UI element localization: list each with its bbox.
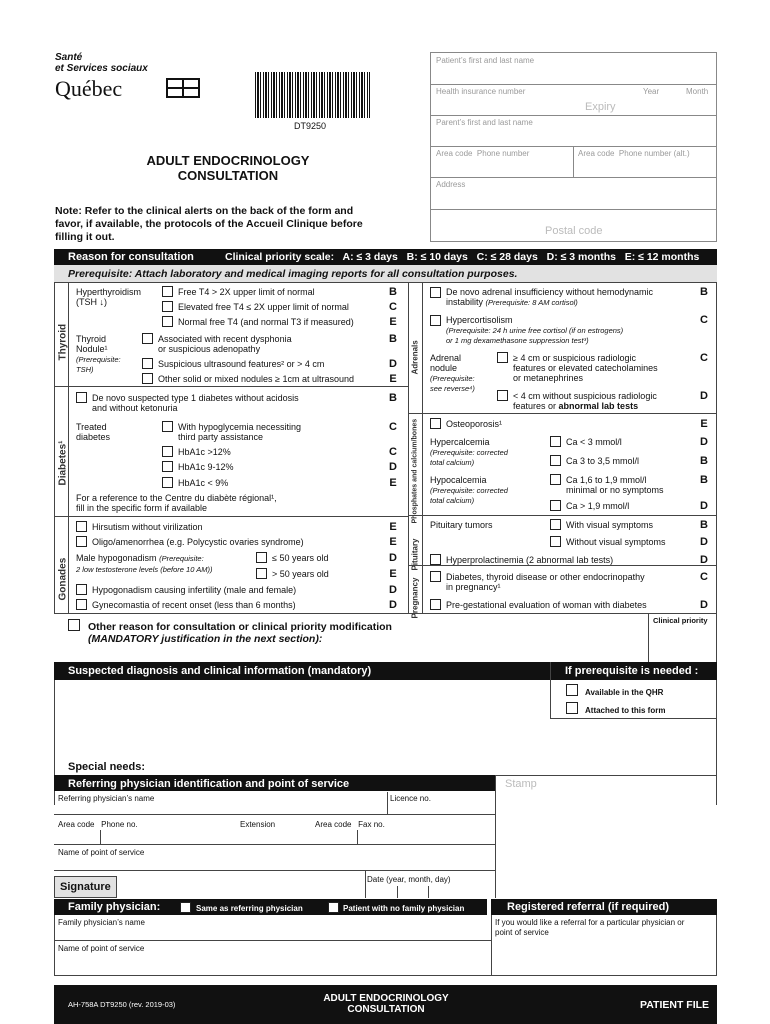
year-label: Year: [643, 87, 660, 96]
qhr-label: Available in the QHR: [585, 688, 664, 697]
footer-patient-file: PATIENT FILE: [640, 999, 710, 1011]
prerequisite-note: Prerequisite: Attach laboratory and medical imaging reports for all consultation purposes.: [68, 268, 518, 280]
hypercortisolism-prereq: or 1 mg dexamethasone suppression test³): [446, 336, 589, 345]
checkbox-ca-3-3-5[interactable]: [550, 455, 561, 466]
priority-badge: D: [700, 500, 708, 512]
tsh-label: (TSH ↓): [76, 297, 107, 307]
hypercalcemia-prereq: total calcium): [430, 458, 475, 467]
checkbox-pregnancy-endo[interactable]: [430, 571, 441, 582]
hypercalcemia-prereq: (Prerequisite: corrected: [430, 448, 508, 457]
item-ca-1-6: Ca 1,6 to 1,9 mmol/l minimal or no symptoms: [566, 475, 664, 495]
item-hyperprolactinemia: Hyperprolactinemia (2 abnormal lab tests): [446, 555, 614, 565]
checkbox-other-nodules[interactable]: [142, 373, 153, 384]
extension-field[interactable]: Extension: [240, 820, 276, 829]
parent-name-field[interactable]: Parent’s first and last name: [436, 118, 533, 127]
item-under-50: ≤ 50 years old: [272, 553, 329, 563]
nodule-label: Nodule¹: [76, 344, 108, 354]
patient-name-field[interactable]: Patient’s first and last name: [436, 56, 535, 65]
diabetes-reference-note: For a reference to the Centre du diabète régional¹,: [76, 493, 277, 503]
priority-badge: B: [700, 474, 708, 486]
item-infertility: Hypogonadism causing infertility (male and female): [92, 585, 297, 595]
priority-badge: E: [389, 316, 397, 328]
item-osteoporosis: Osteoporosis¹: [446, 419, 503, 429]
checkbox-hypoglycemia[interactable]: [162, 421, 173, 432]
checkbox-free-t4-elevated[interactable]: [162, 301, 173, 312]
item-ca-3-3-5: Ca 3 to 3,5 mmol/l: [566, 456, 640, 466]
checkbox-ultrasound[interactable]: [142, 358, 153, 369]
checkbox-infertility[interactable]: [76, 584, 87, 595]
item-gynecomastia: Gynecomastia of recent onset (less than 6 months): [92, 600, 296, 610]
prereq-needed-title: If prerequisite is needed :: [565, 665, 699, 677]
priority-badge: C: [700, 314, 708, 326]
checkbox-oligo[interactable]: [76, 536, 87, 547]
fax-field[interactable]: Area code Fax no.: [315, 820, 385, 829]
pregnancy-label: Pregnancy: [410, 577, 420, 619]
priority-badge: C: [389, 421, 397, 433]
item-type1-cont: and without ketonuria: [92, 403, 178, 413]
hypercortisolism-prereq: (Prerequisite: 24 h urine free cortisol (if on estrogens): [446, 326, 624, 335]
priority-badge: D: [700, 599, 708, 611]
page-title: ADULT ENDOCRINOLOGY CONSULTATION: [146, 153, 310, 183]
priority-badge: C: [389, 446, 397, 458]
adrenal-nodule-prereq: (Prerequisite:: [430, 374, 475, 383]
phospho-label: Phosphates and calcium/bones: [411, 418, 419, 524]
checkbox-other-reason[interactable]: [68, 619, 80, 631]
family-name-field[interactable]: Family physician’s name: [58, 918, 145, 927]
nodule-label: Thyroid: [76, 334, 107, 344]
treated-label: Treated: [76, 422, 107, 432]
item-hba1c-9-12: HbA1c 9-12%: [178, 462, 234, 472]
checkbox-free-t4-high[interactable]: [162, 286, 173, 297]
priority-badge: E: [700, 418, 708, 430]
item-adrenal-4cm: ≥ 4 cm or suspicious radiologic features or elevated catecholamines or metanephrines: [513, 353, 658, 383]
item-ultrasound: Suspicious ultrasound features² or > 4 cm: [158, 359, 325, 369]
checkbox-dysphonia[interactable]: [142, 333, 153, 344]
checkbox-under-50[interactable]: [256, 552, 267, 563]
stamp-field[interactable]: Stamp: [505, 778, 537, 790]
hypocalcemia-prereq: total calcium): [430, 496, 475, 505]
item-other-nodules: Other solid or mixed nodules ≥ 1cm at ultrasound: [158, 374, 355, 384]
item-visual: With visual symptoms: [566, 520, 654, 530]
priority-badge: E: [389, 568, 397, 580]
item-dysphonia: Associated with recent dysphonia: [158, 334, 292, 344]
point-of-service-field[interactable]: Name of point of service: [58, 848, 145, 857]
special-needs-label: Special needs:: [68, 761, 146, 773]
checkbox-gynecomastia[interactable]: [76, 599, 87, 610]
priority-badge: D: [389, 552, 397, 564]
checkbox-hirsutism[interactable]: [76, 521, 87, 532]
item-adrenal-small: < 4 cm without suspicious radiologic features or abnormal lab tests: [513, 391, 657, 411]
expiry-label: Expiry: [585, 101, 616, 113]
male-hypogonadism-prereq: 2 low testosterone levels (before 10 AM)): [76, 565, 213, 574]
referring-phone-field[interactable]: Area code Phone no.: [58, 820, 138, 829]
item-hypoglycemia: With hypoglycemia necessiting: [178, 422, 302, 432]
checkbox-hba1c-12[interactable]: [162, 446, 173, 457]
priority-badge: B: [700, 286, 708, 298]
priority-badge: D: [389, 358, 397, 370]
diagnosis-title: Suspected diagnosis and clinical information (mandatory): [68, 665, 372, 677]
treated-label: diabetes: [76, 432, 111, 442]
gonades-label: Gonades: [57, 557, 69, 601]
item-free-t4-high: Free T4 > 2X upper limit of normal: [178, 287, 315, 297]
referring-title: Referring physician identification and point of service: [68, 778, 350, 790]
address-field[interactable]: Address: [436, 180, 466, 189]
priority-badge: B: [389, 392, 397, 404]
registered-referral-note[interactable]: If you would like a referral for a particular physician or point of service: [495, 918, 685, 937]
no-family-label: Patient with no family physician: [343, 904, 465, 913]
checkbox-pregestational[interactable]: [430, 599, 441, 610]
checkbox-hba1c-9-12[interactable]: [162, 461, 173, 472]
item-adrenal-insufficiency-cont: instability (Prerequisite: 8 AM cortisol): [446, 297, 578, 307]
item-hba1c-9: HbA1c < 9%: [178, 478, 229, 488]
item-no-visual: Without visual symptoms: [566, 537, 666, 547]
priority-scale: Clinical priority scale: A: ≤ 3 days B: ≤ 10 days C: ≤ 28 days D: ≤ 3 months E: ≤ 12 months: [225, 251, 700, 263]
nodule-prereq: (Prerequisite:: [76, 355, 121, 364]
hypocalcemia-label: Hypocalcemia: [430, 475, 487, 485]
referring-name-field[interactable]: Referring physician’s name: [58, 794, 155, 803]
item-dysphonia-cont: or suspicious adenopathy: [158, 344, 261, 354]
thyroid-label: Thyroid: [57, 323, 69, 361]
checkbox-qhr[interactable]: [566, 684, 578, 696]
diabetes-reference-note: fill in the specific form if available: [76, 503, 208, 513]
health-insurance-field[interactable]: Health insurance number: [436, 87, 526, 96]
checkbox-visual[interactable]: [550, 519, 561, 530]
checkbox-adrenal-small[interactable]: [497, 390, 508, 401]
checkbox-osteoporosis[interactable]: [430, 418, 441, 429]
item-free-t4-elevated: Elevated free T4 ≤ 2X upper limit of normal: [178, 302, 349, 312]
adrenal-nodule-label: nodule: [430, 363, 458, 373]
form-code: DT9250: [294, 121, 327, 131]
item-oligo: Oligo/amenorrhea (e.g. Polycystic ovaries syndrome): [92, 537, 304, 547]
priority-badge: D: [389, 584, 397, 596]
checkbox-attached[interactable]: [566, 702, 578, 714]
item-pregnancy-endo: Diabetes, thyroid disease or other endocrinopathy in pregnancy¹: [446, 572, 645, 592]
checkbox-over-50[interactable]: [256, 568, 267, 579]
item-hypoglycemia-cont: third party assistance: [178, 432, 264, 442]
checkbox-ca-over-1-9[interactable]: [550, 500, 561, 511]
priority-badge: D: [389, 461, 397, 473]
priority-badge: B: [700, 455, 708, 467]
licence-field[interactable]: Licence no.: [390, 794, 431, 803]
phone-field[interactable]: Area code Phone number: [436, 149, 530, 158]
other-reason-label: Other reason for consultation or clinical priority modification: [88, 621, 392, 633]
note: Note: Refer to the clinical alerts on the back of the form and favor, if available, the protocols of the Accueil Clinique before filling it out.: [55, 205, 363, 243]
same-physician-label: Same as referring physician: [196, 904, 303, 913]
checkbox-same-physician[interactable]: [180, 902, 191, 913]
item-type1: De novo suspected type 1 diabetes without acidosis: [92, 393, 299, 403]
diabetes-label: Diabetes¹: [57, 440, 69, 486]
pituitary-tumors-label: Pituitary tumors: [430, 520, 493, 530]
diagnosis-textarea[interactable]: [55, 680, 549, 760]
item-ca-over-1-9: Ca > 1,9 mmol/l: [566, 501, 630, 511]
priority-badge: D: [700, 436, 708, 448]
item-hba1c-12: HbA1c >12%: [178, 447, 231, 457]
item-hypercortisolism: Hypercortisolism: [446, 315, 513, 325]
date-field[interactable]: Date (year, month, day): [367, 875, 451, 884]
signature-field[interactable]: [117, 876, 365, 898]
item-hirsutism: Hirsutism without virilization: [92, 522, 203, 532]
item-adrenal-insufficiency: De novo adrenal insufficiency without hemodynamic: [446, 287, 653, 297]
family-title: Family physician:: [68, 901, 161, 913]
checkbox-no-family[interactable]: [328, 902, 339, 913]
checkbox-free-t4-normal[interactable]: [162, 316, 173, 327]
hyperthyroidism-label: Hyperthyroidism: [76, 287, 142, 297]
signature-label: Signature: [60, 881, 111, 893]
checkbox-hba1c-9[interactable]: [162, 477, 173, 488]
priority-badge: E: [389, 536, 397, 548]
postal-code-field[interactable]: Postal code: [545, 225, 603, 237]
priority-badge: C: [389, 301, 397, 313]
item-ca-under-3: Ca < 3 mmol/l: [566, 437, 622, 447]
priority-badge: B: [389, 333, 397, 345]
reason-title: Reason for consultation: [68, 251, 194, 263]
priority-badge: D: [700, 390, 708, 402]
checkbox-adrenal-4cm[interactable]: [497, 352, 508, 363]
hypercalcemia-label: Hypercalcemia: [430, 437, 490, 447]
checkbox-hypercortisolism[interactable]: [430, 315, 441, 326]
checkbox-type1[interactable]: [76, 392, 87, 403]
adrenals-label: Adrenals: [410, 340, 420, 375]
priority-badge: B: [700, 519, 708, 531]
clinical-priority-label: Clinical priority: [653, 616, 708, 625]
pituitary-label: Pituitary: [410, 538, 420, 571]
priority-badge: E: [389, 477, 397, 489]
priority-badge: E: [389, 373, 397, 385]
checkbox-hyperprolactinemia[interactable]: [430, 554, 441, 565]
priority-badge: E: [389, 521, 397, 533]
priority-badge: C: [700, 571, 708, 583]
item-over-50: > 50 years old: [272, 569, 329, 579]
month-label: Month: [686, 87, 709, 96]
other-reason-note: (MANDATORY justification in the next section):: [88, 633, 323, 645]
item-pregestational: Pre-gestational evaluation of woman with diabetes: [446, 600, 647, 610]
footer-title: ADULT ENDOCRINOLOGY CONSULTATION: [323, 993, 449, 1015]
male-hypogonadism-label: Male hypogonadism (Prerequisite:: [76, 553, 204, 563]
attached-label: Attached to this form: [585, 706, 666, 715]
priority-badge: B: [389, 286, 397, 298]
checkbox-ca-under-3[interactable]: [550, 436, 561, 447]
barcode: [255, 72, 370, 118]
checkbox-adrenal-insufficiency[interactable]: [430, 287, 441, 298]
footer-code: AH-758A DT9250 (rev. 2019-03): [68, 1000, 176, 1009]
priority-badge: D: [700, 536, 708, 548]
priority-badge: C: [700, 352, 708, 364]
priority-badge: D: [700, 554, 708, 566]
flag-icon: [166, 78, 200, 98]
checkbox-no-visual[interactable]: [550, 536, 561, 547]
adrenal-nodule-prereq: see reverse⁴): [430, 384, 475, 393]
checkbox-ca-1-6[interactable]: [550, 474, 561, 485]
adrenal-nodule-label: Adrenal: [430, 353, 462, 363]
ministry-name: Santé et Services sociaux: [55, 52, 148, 74]
priority-badge: D: [389, 599, 397, 611]
registered-referral-title: Registered referral (if required): [507, 901, 669, 913]
family-pos-field[interactable]: Name of point of service: [58, 944, 145, 953]
item-free-t4-normal: Normal free T4 (and normal T3 if measured): [178, 317, 354, 327]
quebec-logo: Québec: [55, 76, 123, 101]
nodule-prereq: TSH): [76, 365, 94, 374]
hypocalcemia-prereq: (Prerequisite: corrected: [430, 486, 508, 495]
phone-alt-field[interactable]: Area code Phone number (alt.): [578, 149, 690, 158]
